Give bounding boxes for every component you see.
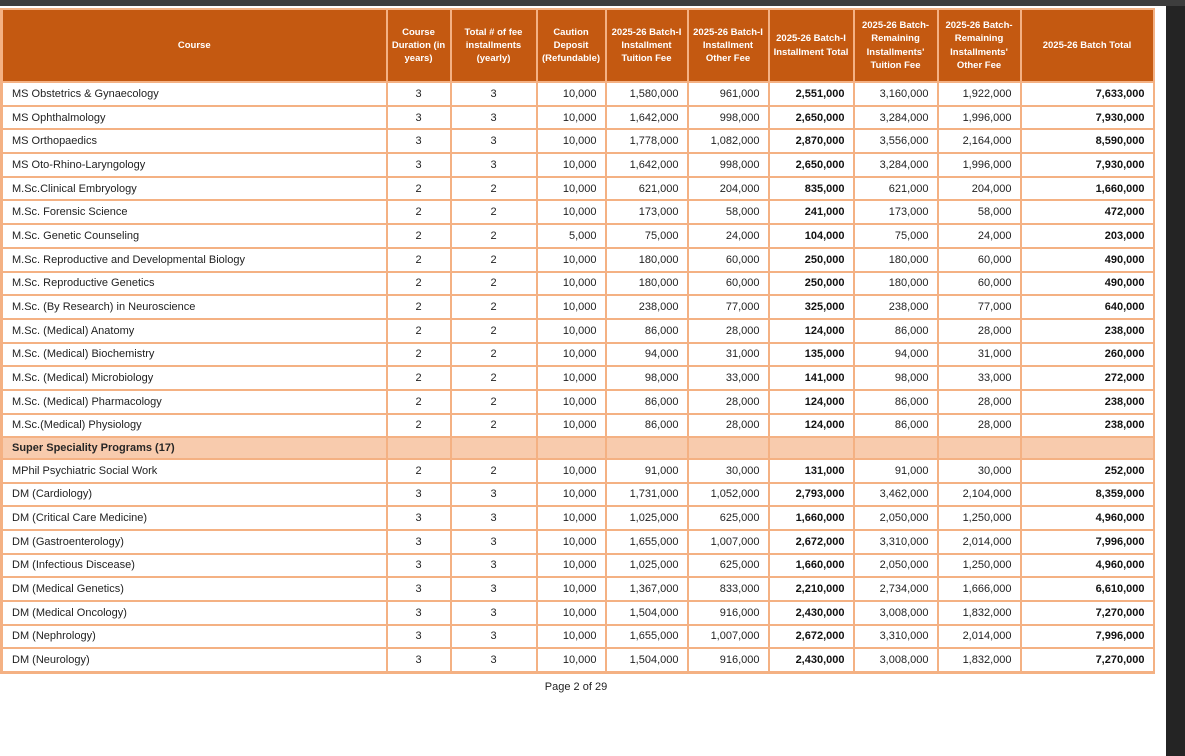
table-row — [2, 366, 1154, 390]
cell-caution_deposit: 10,000 — [537, 248, 606, 272]
cell-rem_other: 24,000 — [938, 224, 1021, 248]
cell-b1_other: 1,052,000 — [688, 483, 769, 507]
cell-batch_total: 490,000 — [1021, 272, 1154, 296]
table-row — [2, 530, 1154, 554]
table-row — [2, 601, 1154, 625]
cell-duration: 2 — [387, 343, 451, 367]
cell-installments: 3 — [451, 483, 537, 507]
cell-b1_tuition: 75,000 — [606, 224, 688, 248]
table-row — [2, 554, 1154, 578]
cell-b1_tuition: 86,000 — [606, 414, 688, 438]
cell-b1_tuition: 1,504,000 — [606, 648, 688, 672]
cell-caution_deposit: 10,000 — [537, 319, 606, 343]
table-row — [2, 295, 1154, 319]
cell-course: DM (Nephrology) — [2, 625, 387, 649]
cell-caution_deposit: 10,000 — [537, 625, 606, 649]
cell-batch_total: 1,660,000 — [1021, 177, 1154, 201]
cell-b1_other: 31,000 — [688, 343, 769, 367]
cell-rem_other: 1,832,000 — [938, 601, 1021, 625]
section-empty-cell — [451, 437, 537, 459]
cell-rem_other: 1,666,000 — [938, 577, 1021, 601]
cell-b1_total: 131,000 — [769, 459, 854, 483]
table-row — [2, 129, 1154, 153]
cell-batch_total: 8,590,000 — [1021, 129, 1154, 153]
cell-duration: 2 — [387, 390, 451, 414]
section-row — [2, 437, 1154, 459]
fee-structure-table — [0, 8, 1155, 674]
section-empty-cell — [769, 437, 854, 459]
cell-course: DM (Neurology) — [2, 648, 387, 672]
cell-duration: 3 — [387, 601, 451, 625]
cell-b1_other: 30,000 — [688, 459, 769, 483]
cell-caution_deposit: 10,000 — [537, 200, 606, 224]
header-cell-b1_total: 2025-26 Batch-I Installment Total — [769, 9, 854, 82]
cell-rem_other: 28,000 — [938, 414, 1021, 438]
cell-b1_tuition: 1,731,000 — [606, 483, 688, 507]
cell-b1_total: 2,650,000 — [769, 153, 854, 177]
cell-b1_other: 24,000 — [688, 224, 769, 248]
cell-batch_total: 272,000 — [1021, 366, 1154, 390]
cell-b1_other: 28,000 — [688, 390, 769, 414]
cell-batch_total: 238,000 — [1021, 319, 1154, 343]
cell-batch_total: 4,960,000 — [1021, 506, 1154, 530]
cell-batch_total: 7,270,000 — [1021, 648, 1154, 672]
cell-installments: 3 — [451, 506, 537, 530]
section-empty-cell — [854, 437, 938, 459]
table-row — [2, 224, 1154, 248]
cell-duration: 3 — [387, 506, 451, 530]
cell-course: M.Sc.Clinical Embryology — [2, 177, 387, 201]
cell-duration: 2 — [387, 459, 451, 483]
table-row — [2, 106, 1154, 130]
cell-installments: 2 — [451, 366, 537, 390]
header-cell-rem_other: 2025-26 Batch-Remaining Installments' Other Fee — [938, 9, 1021, 82]
cell-installments: 2 — [451, 414, 537, 438]
cell-rem_other: 60,000 — [938, 272, 1021, 296]
cell-course: M.Sc. Reproductive Genetics — [2, 272, 387, 296]
cell-rem_tuition: 3,310,000 — [854, 625, 938, 649]
cell-course: M.Sc. Genetic Counseling — [2, 224, 387, 248]
cell-rem_other: 2,014,000 — [938, 625, 1021, 649]
cell-batch_total: 640,000 — [1021, 295, 1154, 319]
section-empty-cell — [606, 437, 688, 459]
cell-rem_tuition: 2,050,000 — [854, 554, 938, 578]
cell-course: M.Sc. (By Research) in Neuroscience — [2, 295, 387, 319]
cell-batch_total: 252,000 — [1021, 459, 1154, 483]
cell-duration: 3 — [387, 577, 451, 601]
table-row — [2, 82, 1154, 106]
cell-b1_total: 124,000 — [769, 390, 854, 414]
cell-installments: 3 — [451, 577, 537, 601]
cell-b1_tuition: 1,504,000 — [606, 601, 688, 625]
cell-installments: 2 — [451, 459, 537, 483]
cell-rem_tuition: 2,734,000 — [854, 577, 938, 601]
cell-rem_other: 58,000 — [938, 200, 1021, 224]
cell-b1_total: 104,000 — [769, 224, 854, 248]
table-row — [2, 248, 1154, 272]
cell-installments: 3 — [451, 601, 537, 625]
cell-rem_tuition: 3,284,000 — [854, 106, 938, 130]
viewer-right-edge — [1166, 0, 1185, 756]
cell-course: DM (Infectious Discease) — [2, 554, 387, 578]
cell-course: MS Ophthalmology — [2, 106, 387, 130]
cell-installments: 3 — [451, 554, 537, 578]
cell-b1_tuition: 238,000 — [606, 295, 688, 319]
cell-installments: 2 — [451, 177, 537, 201]
cell-installments: 2 — [451, 295, 537, 319]
cell-duration: 3 — [387, 106, 451, 130]
cell-duration: 3 — [387, 483, 451, 507]
cell-b1_tuition: 94,000 — [606, 343, 688, 367]
cell-b1_other: 1,007,000 — [688, 530, 769, 554]
table-header-row — [2, 9, 1154, 82]
cell-caution_deposit: 10,000 — [537, 577, 606, 601]
cell-caution_deposit: 10,000 — [537, 601, 606, 625]
cell-b1_other: 204,000 — [688, 177, 769, 201]
cell-batch_total: 7,930,000 — [1021, 106, 1154, 130]
cell-b1_other: 1,007,000 — [688, 625, 769, 649]
table-row — [2, 625, 1154, 649]
cell-rem_other: 31,000 — [938, 343, 1021, 367]
cell-b1_tuition: 86,000 — [606, 390, 688, 414]
cell-caution_deposit: 10,000 — [537, 554, 606, 578]
cell-b1_other: 916,000 — [688, 648, 769, 672]
cell-course: MS Obstetrics & Gynaecology — [2, 82, 387, 106]
cell-b1_tuition: 91,000 — [606, 459, 688, 483]
cell-batch_total: 4,960,000 — [1021, 554, 1154, 578]
cell-caution_deposit: 10,000 — [537, 483, 606, 507]
cell-duration: 3 — [387, 530, 451, 554]
cell-b1_tuition: 1,580,000 — [606, 82, 688, 106]
cell-b1_total: 1,660,000 — [769, 506, 854, 530]
cell-b1_other: 916,000 — [688, 601, 769, 625]
cell-rem_tuition: 91,000 — [854, 459, 938, 483]
cell-duration: 2 — [387, 200, 451, 224]
cell-installments: 2 — [451, 343, 537, 367]
cell-installments: 3 — [451, 648, 537, 672]
cell-caution_deposit: 10,000 — [537, 530, 606, 554]
cell-course: M.Sc. (Medical) Anatomy — [2, 319, 387, 343]
cell-rem_other: 204,000 — [938, 177, 1021, 201]
table-row — [2, 343, 1154, 367]
cell-course: M.Sc.(Medical) Physiology — [2, 414, 387, 438]
cell-installments: 3 — [451, 625, 537, 649]
cell-caution_deposit: 10,000 — [537, 272, 606, 296]
table-body — [2, 82, 1154, 672]
cell-batch_total: 7,996,000 — [1021, 530, 1154, 554]
cell-installments: 2 — [451, 319, 537, 343]
section-empty-cell — [688, 437, 769, 459]
cell-installments: 3 — [451, 106, 537, 130]
cell-rem_other: 2,014,000 — [938, 530, 1021, 554]
cell-b1_tuition: 1,655,000 — [606, 530, 688, 554]
cell-b1_tuition: 173,000 — [606, 200, 688, 224]
cell-rem_tuition: 173,000 — [854, 200, 938, 224]
cell-rem_other: 28,000 — [938, 390, 1021, 414]
table-row — [2, 577, 1154, 601]
header-cell-b1_tuition: 2025-26 Batch-I Installment Tuition Fee — [606, 9, 688, 82]
cell-b1_total: 2,793,000 — [769, 483, 854, 507]
cell-caution_deposit: 10,000 — [537, 390, 606, 414]
cell-b1_other: 625,000 — [688, 506, 769, 530]
cell-b1_total: 1,660,000 — [769, 554, 854, 578]
cell-duration: 2 — [387, 224, 451, 248]
cell-b1_other: 961,000 — [688, 82, 769, 106]
cell-duration: 2 — [387, 414, 451, 438]
cell-b1_other: 60,000 — [688, 248, 769, 272]
table-header — [2, 9, 1154, 82]
cell-duration: 3 — [387, 648, 451, 672]
cell-rem_tuition: 86,000 — [854, 390, 938, 414]
table-row — [2, 153, 1154, 177]
cell-b1_tuition: 1,778,000 — [606, 129, 688, 153]
page-number: Page 2 of 29 — [544, 680, 608, 693]
cell-b1_tuition: 180,000 — [606, 272, 688, 296]
table-row — [2, 390, 1154, 414]
cell-rem_tuition: 238,000 — [854, 295, 938, 319]
cell-course: M.Sc. (Medical) Biochemistry — [2, 343, 387, 367]
cell-rem_tuition: 75,000 — [854, 224, 938, 248]
cell-duration: 3 — [387, 554, 451, 578]
header-cell-b1_other: 2025-26 Batch-I Installment Other Fee — [688, 9, 769, 82]
cell-b1_total: 124,000 — [769, 414, 854, 438]
cell-rem_tuition: 621,000 — [854, 177, 938, 201]
table-row — [2, 483, 1154, 507]
cell-b1_total: 124,000 — [769, 319, 854, 343]
cell-rem_other: 1,250,000 — [938, 506, 1021, 530]
cell-caution_deposit: 5,000 — [537, 224, 606, 248]
cell-rem_other: 1,996,000 — [938, 153, 1021, 177]
cell-b1_other: 58,000 — [688, 200, 769, 224]
cell-b1_total: 250,000 — [769, 248, 854, 272]
cell-b1_total: 835,000 — [769, 177, 854, 201]
cell-b1_other: 60,000 — [688, 272, 769, 296]
cell-b1_total: 2,210,000 — [769, 577, 854, 601]
cell-batch_total: 7,633,000 — [1021, 82, 1154, 106]
cell-duration: 2 — [387, 366, 451, 390]
cell-b1_total: 2,672,000 — [769, 625, 854, 649]
cell-installments: 3 — [451, 530, 537, 554]
cell-b1_tuition: 1,367,000 — [606, 577, 688, 601]
cell-rem_tuition: 3,008,000 — [854, 601, 938, 625]
section-empty-cell — [938, 437, 1021, 459]
cell-rem_other: 1,996,000 — [938, 106, 1021, 130]
cell-rem_other: 2,104,000 — [938, 483, 1021, 507]
cell-duration: 3 — [387, 82, 451, 106]
cell-installments: 3 — [451, 82, 537, 106]
cell-batch_total: 8,359,000 — [1021, 483, 1154, 507]
cell-b1_other: 998,000 — [688, 106, 769, 130]
cell-course: DM (Gastroenterology) — [2, 530, 387, 554]
cell-b1_total: 141,000 — [769, 366, 854, 390]
cell-b1_other: 998,000 — [688, 153, 769, 177]
cell-duration: 2 — [387, 248, 451, 272]
cell-b1_other: 1,082,000 — [688, 129, 769, 153]
cell-caution_deposit: 10,000 — [537, 106, 606, 130]
cell-rem_tuition: 3,008,000 — [854, 648, 938, 672]
table-row — [2, 414, 1154, 438]
document-page — [0, 6, 1166, 756]
header-cell-duration: Course Duration (in years) — [387, 9, 451, 82]
cell-b1_tuition: 86,000 — [606, 319, 688, 343]
cell-b1_other: 28,000 — [688, 319, 769, 343]
table-row — [2, 319, 1154, 343]
cell-b1_total: 250,000 — [769, 272, 854, 296]
cell-rem_tuition: 2,050,000 — [854, 506, 938, 530]
cell-caution_deposit: 10,000 — [537, 459, 606, 483]
cell-b1_total: 2,672,000 — [769, 530, 854, 554]
table-row — [2, 177, 1154, 201]
cell-rem_other: 1,832,000 — [938, 648, 1021, 672]
cell-batch_total: 238,000 — [1021, 390, 1154, 414]
cell-rem_tuition: 3,160,000 — [854, 82, 938, 106]
cell-rem_tuition: 3,462,000 — [854, 483, 938, 507]
cell-course: DM (Critical Care Medicine) — [2, 506, 387, 530]
cell-installments: 2 — [451, 200, 537, 224]
cell-installments: 2 — [451, 224, 537, 248]
cell-duration: 3 — [387, 153, 451, 177]
cell-duration: 3 — [387, 129, 451, 153]
cell-caution_deposit: 10,000 — [537, 506, 606, 530]
cell-duration: 2 — [387, 319, 451, 343]
cell-duration: 3 — [387, 625, 451, 649]
cell-course: MS Orthopaedics — [2, 129, 387, 153]
cell-rem_tuition: 98,000 — [854, 366, 938, 390]
cell-b1_tuition: 1,642,000 — [606, 153, 688, 177]
cell-course: M.Sc. (Medical) Microbiology — [2, 366, 387, 390]
cell-rem_other: 2,164,000 — [938, 129, 1021, 153]
cell-batch_total: 238,000 — [1021, 414, 1154, 438]
cell-batch_total: 7,270,000 — [1021, 601, 1154, 625]
cell-b1_other: 28,000 — [688, 414, 769, 438]
cell-installments: 2 — [451, 248, 537, 272]
cell-b1_total: 2,870,000 — [769, 129, 854, 153]
cell-b1_total: 325,000 — [769, 295, 854, 319]
cell-caution_deposit: 10,000 — [537, 177, 606, 201]
cell-rem_tuition: 3,556,000 — [854, 129, 938, 153]
cell-rem_tuition: 180,000 — [854, 248, 938, 272]
cell-duration: 2 — [387, 295, 451, 319]
cell-b1_total: 2,551,000 — [769, 82, 854, 106]
cell-b1_total: 241,000 — [769, 200, 854, 224]
header-cell-installments: Total # of fee installments (yearly) — [451, 9, 537, 82]
cell-caution_deposit: 10,000 — [537, 153, 606, 177]
cell-rem_other: 1,922,000 — [938, 82, 1021, 106]
table-row — [2, 459, 1154, 483]
table-row — [2, 200, 1154, 224]
cell-caution_deposit: 10,000 — [537, 414, 606, 438]
cell-b1_total: 2,430,000 — [769, 601, 854, 625]
cell-installments: 3 — [451, 129, 537, 153]
cell-duration: 2 — [387, 272, 451, 296]
cell-rem_other: 33,000 — [938, 366, 1021, 390]
section-empty-cell — [1021, 437, 1154, 459]
section-empty-cell — [387, 437, 451, 459]
table-row — [2, 506, 1154, 530]
header-cell-caution_deposit: Caution Deposit (Refundable) — [537, 9, 606, 82]
cell-rem_tuition: 3,310,000 — [854, 530, 938, 554]
table-row — [2, 648, 1154, 672]
cell-duration: 2 — [387, 177, 451, 201]
cell-rem_other: 1,250,000 — [938, 554, 1021, 578]
cell-b1_tuition: 1,642,000 — [606, 106, 688, 130]
cell-b1_tuition: 98,000 — [606, 366, 688, 390]
cell-batch_total: 203,000 — [1021, 224, 1154, 248]
cell-b1_other: 33,000 — [688, 366, 769, 390]
table-row — [2, 272, 1154, 296]
cell-course: DM (Medical Oncology) — [2, 601, 387, 625]
cell-rem_tuition: 94,000 — [854, 343, 938, 367]
cell-course: M.Sc. Forensic Science — [2, 200, 387, 224]
cell-rem_tuition: 3,284,000 — [854, 153, 938, 177]
cell-caution_deposit: 10,000 — [537, 343, 606, 367]
cell-course: DM (Cardiology) — [2, 483, 387, 507]
cell-installments: 2 — [451, 272, 537, 296]
cell-rem_other: 28,000 — [938, 319, 1021, 343]
header-cell-batch_total: 2025-26 Batch Total — [1021, 9, 1154, 82]
cell-batch_total: 490,000 — [1021, 248, 1154, 272]
cell-rem_tuition: 180,000 — [854, 272, 938, 296]
cell-caution_deposit: 10,000 — [537, 82, 606, 106]
cell-b1_other: 77,000 — [688, 295, 769, 319]
cell-batch_total: 7,996,000 — [1021, 625, 1154, 649]
cell-caution_deposit: 10,000 — [537, 648, 606, 672]
section-label: Super Speciality Programs (17) — [2, 437, 387, 459]
cell-course: MPhil Psychiatric Social Work — [2, 459, 387, 483]
cell-b1_other: 833,000 — [688, 577, 769, 601]
cell-b1_total: 2,650,000 — [769, 106, 854, 130]
cell-b1_tuition: 180,000 — [606, 248, 688, 272]
cell-b1_tuition: 1,655,000 — [606, 625, 688, 649]
section-empty-cell — [537, 437, 606, 459]
cell-batch_total: 260,000 — [1021, 343, 1154, 367]
cell-rem_other: 77,000 — [938, 295, 1021, 319]
cell-installments: 2 — [451, 390, 537, 414]
cell-b1_total: 2,430,000 — [769, 648, 854, 672]
cell-b1_tuition: 1,025,000 — [606, 554, 688, 578]
cell-course: M.Sc. Reproductive and Developmental Biology — [2, 248, 387, 272]
header-cell-rem_tuition: 2025-26 Batch-Remaining Installments' Tuition Fee — [854, 9, 938, 82]
cell-caution_deposit: 10,000 — [537, 295, 606, 319]
cell-b1_total: 135,000 — [769, 343, 854, 367]
cell-b1_other: 625,000 — [688, 554, 769, 578]
cell-b1_tuition: 1,025,000 — [606, 506, 688, 530]
header-cell-course: Course — [2, 9, 387, 82]
cell-installments: 3 — [451, 153, 537, 177]
cell-rem_tuition: 86,000 — [854, 319, 938, 343]
cell-course: MS Oto-Rhino-Laryngology — [2, 153, 387, 177]
cell-batch_total: 472,000 — [1021, 200, 1154, 224]
cell-caution_deposit: 10,000 — [537, 129, 606, 153]
cell-rem_tuition: 86,000 — [854, 414, 938, 438]
cell-rem_other: 30,000 — [938, 459, 1021, 483]
cell-caution_deposit: 10,000 — [537, 366, 606, 390]
cell-batch_total: 6,610,000 — [1021, 577, 1154, 601]
cell-course: DM (Medical Genetics) — [2, 577, 387, 601]
cell-batch_total: 7,930,000 — [1021, 153, 1154, 177]
cell-rem_other: 60,000 — [938, 248, 1021, 272]
cell-course: M.Sc. (Medical) Pharmacology — [2, 390, 387, 414]
cell-b1_tuition: 621,000 — [606, 177, 688, 201]
viewer-top-edge — [0, 0, 1185, 6]
